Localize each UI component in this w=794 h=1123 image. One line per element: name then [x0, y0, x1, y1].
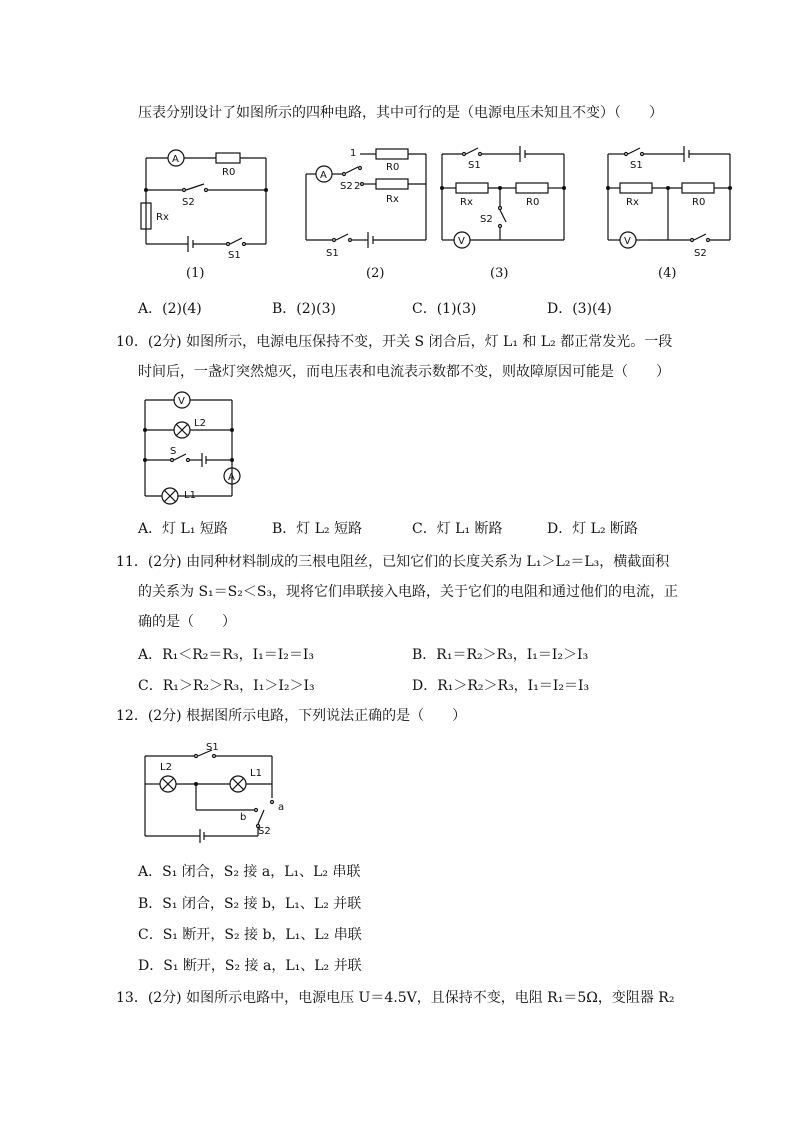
q12-circuit-figure [140, 738, 300, 848]
q12-option-c[interactable]: C．S₁ 断开，S₂ 接 b，L₁、L₂ 串联 [138, 927, 362, 943]
q10-stem-line1: 10．(2分) 如图所示，电源电压保持不变，开关 S 闭合后，灯 L₁ 和 L₂ 都正常发光。一段 [116, 334, 673, 350]
q9-option-d[interactable]: D．(3)(4) [547, 301, 612, 317]
q10-ammeter-label: A [228, 472, 235, 483]
q12-option-d[interactable]: D．S₁ 断开，S₂ 接 a，L₁、L₂ 并联 [138, 958, 362, 974]
fig4-r0-label: R0 [692, 197, 706, 208]
fig2-ammeter-label: A [320, 170, 327, 181]
fig2-rx-label: Rx [386, 194, 399, 205]
fig3-s2-label: S2 [480, 214, 493, 225]
fig1-caption: (1) [186, 266, 205, 281]
q11-option-d[interactable]: D．R₁＞R₂＞R₃，I₁＝I₂＝I₃ [412, 678, 590, 694]
q13-stem-line1: 13．(2分) 如图所示电路中，电源电压 U＝4.5V，且保持不变，电阻 R₁＝5Ω，变阻器 R₂ [116, 990, 675, 1006]
q12-l2-label: L2 [160, 762, 172, 773]
q10-option-c[interactable]: C．灯 L₁ 断路 [412, 521, 503, 537]
fig2-caption: (2) [366, 266, 385, 281]
q9-figure-1 [141, 150, 268, 281]
q10-option-b[interactable]: B．灯 L₂ 短路 [272, 521, 363, 537]
q10-option-a[interactable]: A．灯 L₁ 短路 [138, 521, 228, 537]
q10-voltmeter-label: V [178, 396, 185, 407]
fig2-s1-label: S1 [326, 248, 339, 259]
fig2-terminal-2-label: 2 [354, 181, 361, 192]
q9-circuit-figures [128, 140, 748, 285]
q9-option-a[interactable]: A．(2)(4) [138, 301, 202, 317]
q12-option-b[interactable]: B．S₁ 闭合，S₂ 接 b，L₁、L₂ 并联 [138, 896, 362, 912]
q11-stem-line1: 11．(2分) 由同种材料制成的三根电阻丝，已知它们的长度关系为 L₁＞L₂＝L₃，横截面积 [116, 554, 670, 570]
fig4-voltmeter-label: V [624, 236, 631, 247]
q9-figure-4 [606, 146, 732, 281]
fig3-s1-label: S1 [468, 160, 481, 171]
fig1-ammeter-label: A [172, 154, 179, 165]
fig3-caption: (3) [490, 266, 509, 281]
fig4-caption: (4) [658, 266, 677, 281]
fig3-voltmeter-label: V [458, 236, 465, 247]
q12-terminal-a-label: a [278, 802, 285, 813]
q9-option-c[interactable]: C．(1)(3) [412, 301, 477, 317]
q9-stem-tail: 压表分别设计了如图所示的四种电路，其中可行的是（电源电压未知且不变）（ ） [138, 105, 663, 121]
fig4-rx-label: Rx [626, 197, 639, 208]
fig4-s2-label: S2 [694, 248, 707, 259]
q12-s2-label: S2 [258, 826, 271, 837]
q11-stem-line2: 的关系为 S₁＝S₂＜S₃，现将它们串联接入电路，关于它们的电阻和通过他们的电流，正 [138, 584, 679, 600]
q10-circuit-figure [140, 390, 250, 508]
fig1-s1-label: S1 [228, 250, 241, 261]
q11-option-c[interactable]: C．R₁＞R₂＞R₃，I₁＞I₂＞I₃ [138, 678, 315, 694]
q12-option-a[interactable]: A．S₁ 闭合，S₂ 接 a，L₁、L₂ 串联 [138, 864, 361, 880]
fig4-s1-label: S1 [630, 160, 643, 171]
q10-l2-label: L2 [194, 418, 206, 429]
q12-terminal-b-label: b [240, 812, 247, 823]
fig1-rx-label: Rx [156, 212, 169, 223]
q9-option-b[interactable]: B．(2)(3) [272, 301, 336, 317]
q12-l1-label: L1 [250, 768, 262, 779]
q12-s1-label: S1 [206, 742, 219, 753]
fig1-s2-label: S2 [182, 197, 195, 208]
fig2-terminal-1-label: 1 [350, 148, 357, 159]
q11-option-b[interactable]: B．R₁＝R₂＞R₃，I₁＝I₂＞I₃ [412, 647, 589, 663]
q11-stem-line3: 确的是（ ） [138, 614, 236, 630]
q9-figure-2 [306, 148, 426, 281]
fig3-rx-label: Rx [460, 197, 473, 208]
q12-stem-line1: 12．(2分) 根据图所示电路，下列说法正确的是（ ） [116, 708, 467, 724]
fig1-r0-label: R0 [222, 167, 236, 178]
fig3-r0-label: R0 [526, 197, 540, 208]
fig2-r0-label: R0 [386, 162, 400, 173]
q10-l1-label: L1 [184, 490, 196, 501]
fig2-s2-label: S2 [340, 181, 353, 192]
q10-stem-line2: 时间后，一盏灯突然熄灭，而电压表和电流表示数都不变，则故障原因可能是（ ） [138, 364, 670, 380]
q10-option-d[interactable]: D．灯 L₂ 断路 [547, 521, 639, 537]
q10-switch-label: S [170, 446, 177, 457]
q9-figure-3 [440, 146, 566, 281]
q11-option-a[interactable]: A．R₁＜R₂＝R₃，I₁＝I₂＝I₃ [138, 647, 314, 663]
